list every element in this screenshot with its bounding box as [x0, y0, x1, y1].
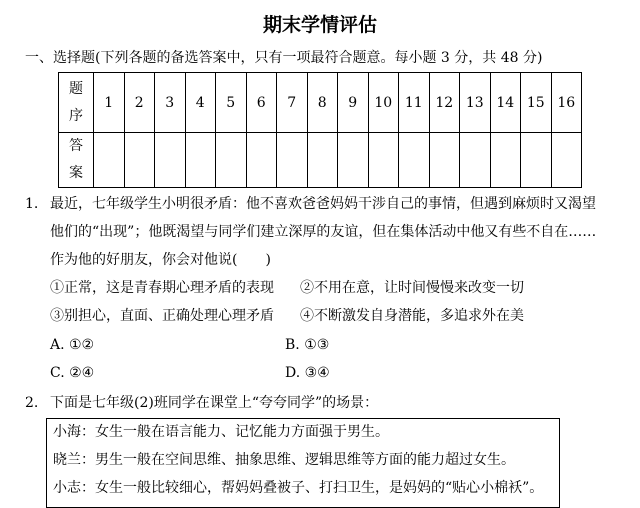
- statement-3: ③别担心，直面、正确处理心理矛盾: [50, 308, 274, 324]
- answer-table: [58, 72, 582, 188]
- answer-cell[interactable]: [551, 133, 582, 188]
- question-number: 2.: [25, 395, 39, 411]
- number-cell: 12: [429, 73, 460, 133]
- section-heading: 一、选择题(下列各题的备选答案中，只有一项最符合题意。每小题 3 分，共 48 分): [25, 50, 543, 66]
- answer-cell[interactable]: [521, 133, 552, 188]
- number-cell: 5: [216, 73, 247, 133]
- answer-cell[interactable]: [216, 133, 247, 188]
- number-cell: 2: [124, 73, 155, 133]
- number-cell: 3: [155, 73, 186, 133]
- number-cell: 14: [490, 73, 521, 133]
- question-text-line: 下面是七年级(2)班同学在课堂上“夸夸同学”的场景：: [50, 395, 379, 411]
- statement-4: ④不断激发自身潜能，多追求外在美: [300, 308, 524, 324]
- option-a[interactable]: A. ①②: [50, 337, 95, 353]
- question-text-line: 作为他的好朋友，你会对他说( ): [50, 252, 271, 268]
- dialogue-line: 小志：女生一般比较细心，帮妈妈叠被子、打扫卫生，是妈妈的“贴心小棉袄”。: [53, 480, 544, 496]
- number-cell: 13: [460, 73, 491, 133]
- statement-1: ①正常，这是青春期心理矛盾的表现: [50, 280, 274, 296]
- option-c[interactable]: C. ②④: [50, 365, 95, 381]
- answer-cell[interactable]: [155, 133, 186, 188]
- number-cell: 9: [338, 73, 369, 133]
- answer-cell[interactable]: [94, 133, 125, 188]
- answer-cell[interactable]: [368, 133, 399, 188]
- number-cell: 7: [277, 73, 308, 133]
- option-b[interactable]: B. ①③: [285, 337, 330, 353]
- question-number: 1.: [25, 196, 39, 212]
- answer-cell[interactable]: [124, 133, 155, 188]
- dialogue-line: 晓兰：男生一般在空间思维、抽象思维、逻辑思维等方面的能力超过女生。: [53, 452, 515, 468]
- answer-cell[interactable]: [277, 133, 308, 188]
- question-text-line: 他们的“出现”；他既渴望与同学们建立深厚的友谊，但在集体活动中他又有些不自在……: [50, 224, 597, 240]
- number-row-header: 题 序: [59, 73, 94, 133]
- statement-2: ②不用在意，让时间慢慢来改变一切: [300, 280, 524, 296]
- number-cell: 6: [246, 73, 277, 133]
- question-number-row: [59, 73, 582, 133]
- number-cell: 1: [94, 73, 125, 133]
- number-cell: 4: [185, 73, 216, 133]
- answer-row-header: 答 案: [59, 133, 94, 188]
- answer-cell[interactable]: [338, 133, 369, 188]
- number-cell: 15: [521, 73, 552, 133]
- question-text-line: 最近，七年级学生小明很矛盾：他不喜欢爸爸妈妈干涉自己的事情，但遇到麻烦时又渴望: [50, 196, 596, 212]
- number-cell: 11: [399, 73, 430, 133]
- answer-cell[interactable]: [399, 133, 430, 188]
- option-d[interactable]: D. ③④: [285, 365, 330, 381]
- page-title: 期末学情评估: [262, 14, 377, 36]
- answer-cell[interactable]: [460, 133, 491, 188]
- number-cell: 8: [307, 73, 338, 133]
- answer-cell[interactable]: [246, 133, 277, 188]
- dialogue-line: 小海：女生一般在语言能力、记忆能力方面强于男生。: [53, 424, 389, 440]
- answer-cell[interactable]: [185, 133, 216, 188]
- dialogue-box: [46, 418, 560, 508]
- number-cell: 10: [368, 73, 399, 133]
- answer-row: [59, 133, 582, 188]
- answer-cell[interactable]: [490, 133, 521, 188]
- answer-cell[interactable]: [307, 133, 338, 188]
- answer-cell[interactable]: [429, 133, 460, 188]
- number-cell: 16: [551, 73, 582, 133]
